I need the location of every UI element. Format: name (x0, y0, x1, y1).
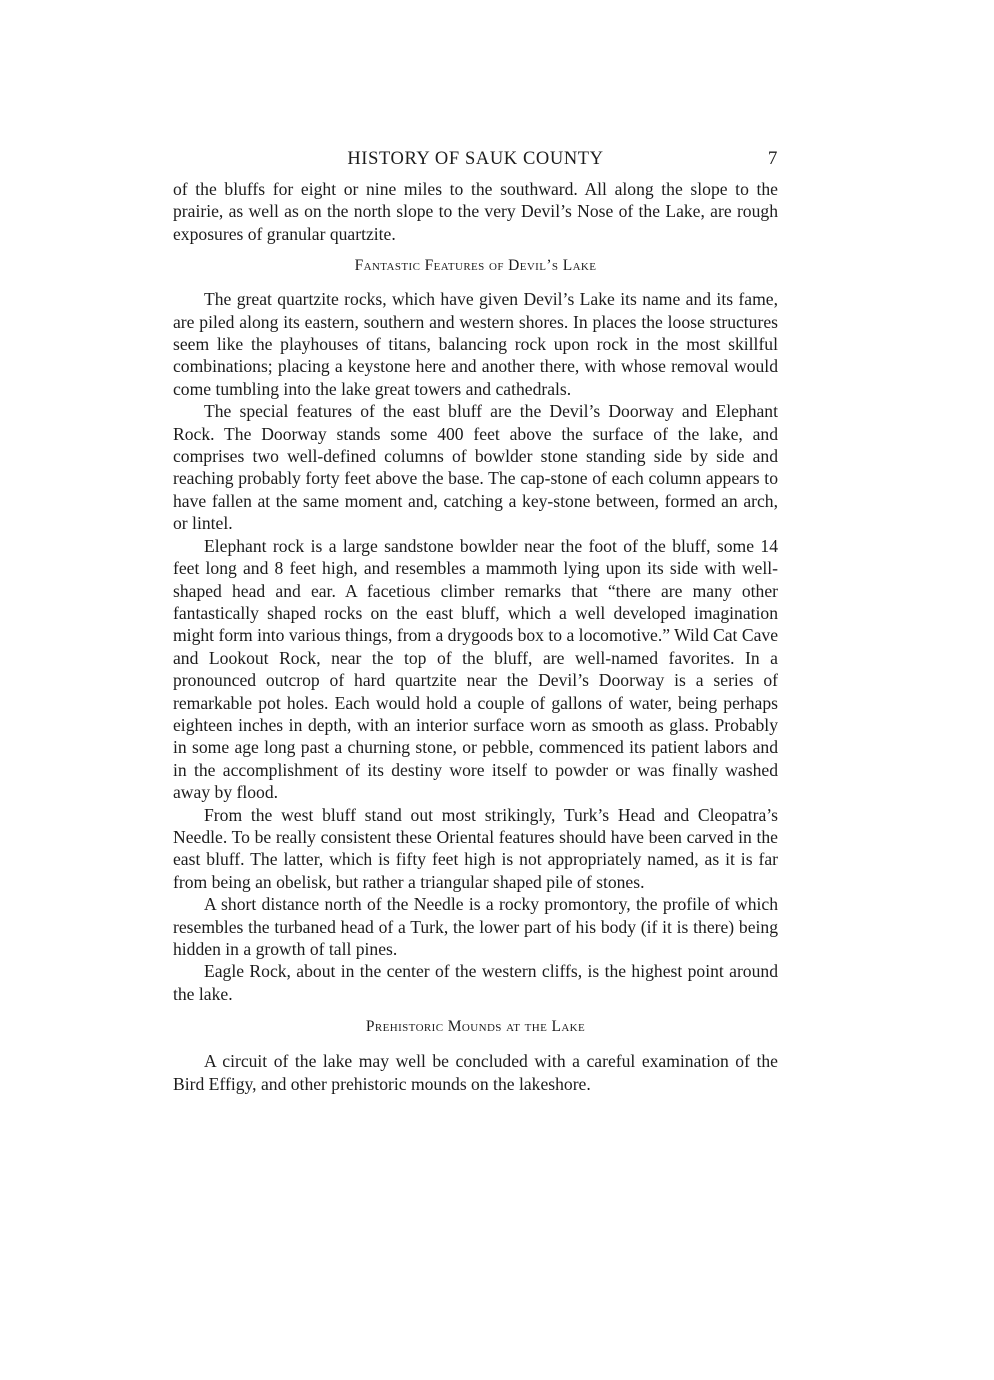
paragraph: A short distance north of the Needle is a rocky promontory, the profile of which resembles the turbaned head of a Turk, the lower part of his body (if it is there) being hidden in a growth of tall pines. (173, 894, 778, 959)
section-heading-prehistoric-mounds: Prehistoric Mounds at the Lake (365, 1018, 586, 1036)
paragraph: The special features of the east bluff are the Devil’s Doorway and Elephant Rock. The Doorway stands some 400 feet above the surface of the lake, and comprises two well-defined columns of bowlder stone standing side by side and reaching probably forty feet above the base. The cap-stone of each column appears to have fallen at the same moment and, catching a key-stone between, formed an arch, or lintel. (173, 401, 778, 534)
page-number: 7 (767, 148, 778, 169)
running-title: HISTORY OF SAUK COUNTY (347, 149, 604, 169)
paragraph: Eagle Rock, about in the center of the western cliffs, is the highest point around the lake. (173, 961, 778, 1004)
continued-paragraph: of the bluffs for eight or nine miles to the southward. All along the slope to the prairie, as well as on the north slope to the very Devil’s Nose of the Lake, are rough exposures of granular quartzite. (173, 179, 778, 244)
section-heading-fantastic-features: Fantastic Features of Devil’s Lake (354, 257, 597, 275)
paragraph: Elephant rock is a large sandstone bowlder near the foot of the bluff, some 14 feet long and 8 feet high, and resembles a mammoth lying upon its side with well-shaped head and ear. A facetious climber remarks that “there are many other fantastically shaped rocks on the east bluff, which a well developed imagination might form into various things, from a drygoods box to a locomotive.” Wild Cat Cave and Lookout Rock, near the top of the bluff, are well-named favorites. In a pronounced outcrop of hard quartzite near the Devil’s Doorway is a series of remarkable pot holes. Each would hold a couple of gallons of water, being perhaps eighteen inches in depth, with an interior surface worn as smooth as glass. Probably in some age long past a churning stone, or pebble, commenced its patient labors and in the accomplishment of its destiny wore itself to powder or was finally washed away by flood. (173, 535, 778, 803)
running-header (173, 140, 778, 178)
paragraph: A circuit of the lake may well be concluded with a careful examination of the Bird Effigy, and other prehistoric mounds on the lakeshore. (173, 1051, 778, 1094)
paragraph: From the west bluff stand out most strikingly, Turk’s Head and Cleopatra’s Needle. To be really consistent these Oriental features should have been carved in the east bluff. The latter, which is fifty feet high is not appropriately named, as it is far from being an obelisk, but rather a triangular shaped pile of stones. (173, 804, 778, 892)
paragraph: The great quartzite rocks, which have given Devil’s Lake its name and its fame, are piled along its eastern, southern and western shores. In places the loose structures seem like the playhouses of titans, balancing rock upon rock in the most skillful combinations; placing a keystone here and another there, with whose removal would come tumbling into the lake great towers and cathedrals. (173, 289, 778, 399)
book-page (173, 140, 778, 1095)
